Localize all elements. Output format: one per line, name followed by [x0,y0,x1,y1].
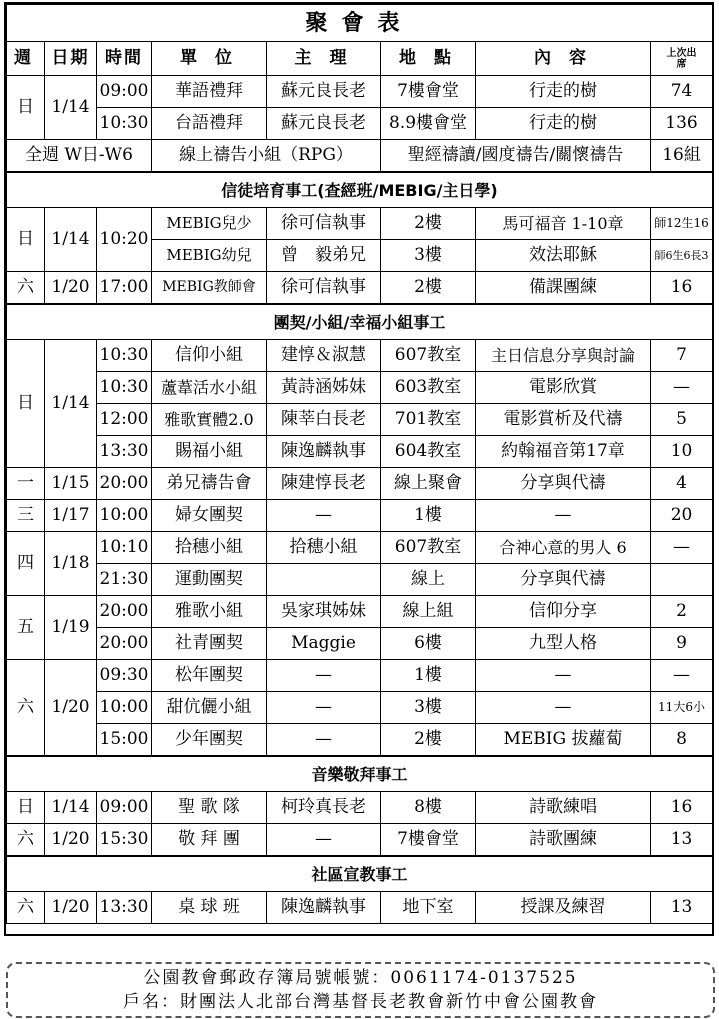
unit-cell: 雅歌實體2.0 [152,404,267,436]
unit-cell: 拾穗小組 [152,532,267,564]
page-title: 聚會表 [7,5,713,42]
col-content: 內 容 [476,42,651,76]
content-cell: 行走的樹 [476,76,651,108]
day-cell: 六 [7,272,45,305]
schedule-frame [4,2,714,936]
unit-cell: 甜伉儷小組 [152,692,267,724]
content-cell: 授課及練習 [476,892,651,924]
day-cell: 四 [7,532,45,596]
postal-account-line: 公園教會郵政存簿局號帳號：0061174-0137525 [143,968,578,988]
date-cell: 1/20 [45,660,97,757]
day-cell: 一 [7,468,45,500]
time-cell: 10:30 [97,340,152,372]
time-cell: 21:30 [97,564,152,596]
place-cell: 6樓 [381,628,476,660]
att-cell: 13 [651,892,713,924]
time-cell: 09:30 [97,660,152,692]
table-row [7,692,713,724]
att-cell: — [651,660,713,692]
place-cell: 8.9樓會堂 [381,108,476,140]
content-cell: 信仰分享 [476,596,651,628]
day-cell: 五 [7,596,45,660]
date-cell: 1/14 [45,340,97,468]
att-cell: — [651,372,713,404]
time-cell: 13:30 [97,892,152,924]
leader-cell: 曾 毅弟兄 [267,240,381,272]
time-cell: 13:30 [97,436,152,468]
table-row [7,564,713,596]
col-place: 地 點 [381,42,476,76]
content-cell: 分享與代禱 [476,468,651,500]
content-cell: — [476,660,651,692]
leader-cell: 蘇元良長老 [267,108,381,140]
date-cell: 1/20 [45,824,97,857]
time-cell: 09:00 [97,792,152,824]
unit-cell: 社青團契 [152,628,267,660]
col-unit: 單 位 [152,42,267,76]
table-row [7,76,713,108]
day-cell: 六 [7,892,45,924]
att-cell: 20 [651,500,713,532]
place-cell: 8樓 [381,792,476,824]
leader-cell: 拾穗小組 [267,532,381,564]
leader-cell: — [267,692,381,724]
table-row [7,272,713,305]
bank-info-box [6,962,715,1018]
col-day: 週 [7,42,45,76]
place-cell: 1樓 [381,660,476,692]
unit-cell: 婦女團契 [152,500,267,532]
att-cell: 師12生16 [651,208,713,240]
unit-cell: 台語禮拜 [152,108,267,140]
unit-cell: 蘆葦活水小組 [152,372,267,404]
time-cell: 10:00 [97,500,152,532]
section-title-fellowship: 團契/小組/幸福小組事工 [7,304,713,340]
place-cell: 1樓 [381,500,476,532]
day-cell: 日 [7,208,45,272]
time-cell: 20:00 [97,628,152,660]
leader-cell: 建惇＆淑慧 [267,340,381,372]
day-cell: 三 [7,500,45,532]
time-cell: 20:00 [97,468,152,500]
col-leader: 主 理 [267,42,381,76]
leader-cell: 吳家琪姊妹 [267,596,381,628]
att-cell: 4 [651,468,713,500]
place-cell: 604教室 [381,436,476,468]
date-cell: 1/18 [45,532,97,596]
table-row [7,468,713,500]
content-cell: MEBIG 拔蘿蔔 [476,724,651,757]
content-cell: 電影欣賞 [476,372,651,404]
leader-cell: — [267,500,381,532]
table-row [7,596,713,628]
content-cell: 九型人格 [476,628,651,660]
unit-cell: 運動團契 [152,564,267,596]
date-cell: 1/20 [45,892,97,924]
att-cell: 136 [651,108,713,140]
leader-cell: — [267,724,381,757]
time-cell: 10:30 [97,108,152,140]
time-cell: 09:00 [97,76,152,108]
place-cell: 7樓會堂 [381,824,476,857]
schedule-table [6,4,713,924]
unit-cell: 弟兄禱告會 [152,468,267,500]
time-cell: 20:00 [97,596,152,628]
section-title-community: 社區宣教事工 [7,856,713,892]
content-cell: 主日信息分享與討論 [476,340,651,372]
date-cell: 1/14 [45,208,97,272]
place-cell: 2樓 [381,724,476,757]
leader-cell: 陳莘白長老 [267,404,381,436]
att-cell: 8 [651,724,713,757]
place-cell: 2樓 [381,272,476,305]
table-row [7,372,713,404]
place-cell: 701教室 [381,404,476,436]
table-row [7,532,713,564]
table-row [7,208,713,240]
day-cell: 六 [7,660,45,757]
leader-cell: 柯玲真長老 [267,792,381,824]
place-cell: 3樓 [381,240,476,272]
content-cell: 馬可福音 1-10章 [476,208,651,240]
att-cell: 2 [651,596,713,628]
leader-cell: 陳建惇長老 [267,468,381,500]
content-cell: 合神心意的男人 6 [476,532,651,564]
time-cell: 15:30 [97,824,152,857]
leader-cell: 黃詩涵姊妹 [267,372,381,404]
unit-cell: 賜福小組 [152,436,267,468]
time-cell: 17:00 [97,272,152,305]
leader-cell: 徐可信執事 [267,208,381,240]
place-cell: 3樓 [381,692,476,724]
date-cell: 1/19 [45,596,97,660]
unit-cell: 華語禮拜 [152,76,267,108]
col-date: 日期 [45,42,97,76]
leader-cell: 徐可信執事 [267,272,381,305]
table-row [7,340,713,372]
col-attendance: 上次出席 [651,42,713,76]
att-cell: 13 [651,824,713,857]
date-cell: 1/20 [45,272,97,305]
time-cell: 10:10 [97,532,152,564]
date-cell: 1/15 [45,468,97,500]
weekly-unit-cell: 線上禱告小組（RPG） [152,140,381,173]
content-cell: 分享與代禱 [476,564,651,596]
unit-cell: MEBIG教師會 [152,272,267,305]
content-cell: 詩歌團練 [476,824,651,857]
header-row [7,42,713,76]
leader-cell: 蘇元良長老 [267,76,381,108]
att-cell: 9 [651,628,713,660]
table-row [7,892,713,924]
att-cell: 師6生6長3 [651,240,713,272]
content-cell: 約翰福音第17章 [476,436,651,468]
leader-cell: 陳逸麟執事 [267,892,381,924]
table-row [7,660,713,692]
table-row [7,792,713,824]
time-cell: 10:20 [97,208,152,272]
time-cell: 12:00 [97,404,152,436]
place-cell: 地下室 [381,892,476,924]
unit-cell: MEBIG兒少 [152,208,267,240]
content-cell: 電影賞析及代禱 [476,404,651,436]
unit-cell: 雅歌小組 [152,596,267,628]
date-cell: 1/14 [45,792,97,824]
day-cell: 日 [7,340,45,468]
unit-cell: 松年團契 [152,660,267,692]
place-cell: 線上組 [381,596,476,628]
unit-cell: 桌 球 班 [152,892,267,924]
att-cell: 74 [651,76,713,108]
table-row [7,500,713,532]
unit-cell: 信仰小組 [152,340,267,372]
day-cell: 日 [7,76,45,140]
leader-cell: Maggie [267,628,381,660]
leader-cell [267,564,381,596]
account-name-line: 戶名：財團法人北部台灣基督長老教會新竹中會公園教會 [123,992,598,1012]
leader-cell: — [267,660,381,692]
day-cell: 日 [7,792,45,824]
leader-cell: 陳逸麟執事 [267,436,381,468]
place-cell: 線上 [381,564,476,596]
date-cell: 1/17 [45,500,97,532]
att-cell [651,564,713,596]
table-row [7,436,713,468]
content-cell: 詩歌練唱 [476,792,651,824]
place-cell: 607教室 [381,532,476,564]
table-row [7,404,713,436]
unit-cell: MEBIG幼兒 [152,240,267,272]
col-time: 時間 [97,42,152,76]
section-title-edu: 信徒培育事工(查經班/MEBIG/主日學) [7,172,713,208]
place-cell: 線上聚會 [381,468,476,500]
weekly-att-cell: 16組 [651,140,713,173]
time-cell: 10:30 [97,372,152,404]
unit-cell: 少年團契 [152,724,267,757]
time-cell: 10:00 [97,692,152,724]
att-cell: 16 [651,272,713,305]
date-cell: 1/14 [45,76,97,140]
content-cell: 行走的樹 [476,108,651,140]
table-row [7,628,713,660]
table-row [7,140,713,173]
att-cell: 7 [651,340,713,372]
place-cell: 603教室 [381,372,476,404]
leader-cell: — [267,824,381,857]
unit-cell: 敬 拜 團 [152,824,267,857]
att-cell: 16 [651,792,713,824]
unit-cell: 聖 歌 隊 [152,792,267,824]
att-cell: — [651,532,713,564]
att-cell: 10 [651,436,713,468]
section-title-music: 音樂敬拜事工 [7,756,713,792]
weekly-content-cell: 聖經禱讀/國度禱告/關懷禱告 [381,140,651,173]
content-cell: 備課團練 [476,272,651,305]
content-cell: 效法耶穌 [476,240,651,272]
place-cell: 607教室 [381,340,476,372]
table-row [7,724,713,757]
table-row [7,824,713,857]
place-cell: 7樓會堂 [381,76,476,108]
place-cell: 2樓 [381,208,476,240]
content-cell: — [476,692,651,724]
day-cell: 六 [7,824,45,857]
time-cell: 15:00 [97,724,152,757]
att-cell: 5 [651,404,713,436]
att-cell: 11大6小 [651,692,713,724]
content-cell: — [476,500,651,532]
weekly-day-cell: 全週 W日-W6 [7,140,152,173]
table-row [7,108,713,140]
